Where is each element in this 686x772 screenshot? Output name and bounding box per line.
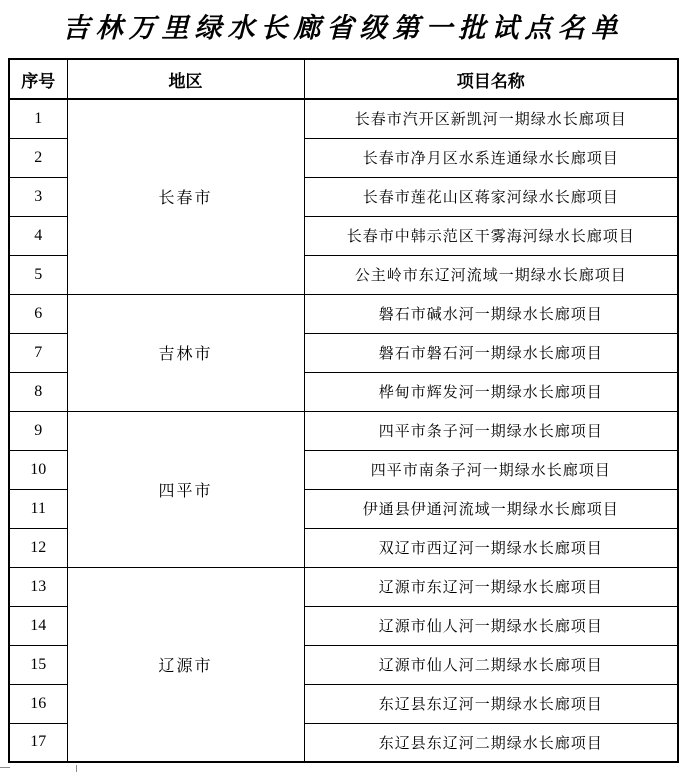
- project-name-cell: 长春市中韩示范区干雾海河绿水长廊项目: [304, 216, 678, 255]
- table-row: [9, 294, 678, 333]
- serial-number-cell: 6: [9, 294, 67, 333]
- header-serial-number: 序号: [9, 59, 67, 99]
- serial-number-cell: 1: [9, 99, 67, 138]
- table-row: [9, 567, 678, 606]
- serial-number-cell: 17: [9, 723, 67, 762]
- serial-number-cell: 8: [9, 372, 67, 411]
- project-name-cell: 辽源市东辽河一期绿水长廊项目: [304, 567, 678, 606]
- header-region: 地区: [67, 59, 304, 99]
- project-name-cell: 长春市净月区水系连通绿水长廊项目: [304, 138, 678, 177]
- project-name-cell: 辽源市仙人河一期绿水长廊项目: [304, 606, 678, 645]
- project-name-cell: 桦甸市辉发河一期绿水长廊项目: [304, 372, 678, 411]
- project-name-cell: 东辽县东辽河二期绿水长廊项目: [304, 723, 678, 762]
- table-row: [9, 411, 678, 450]
- project-name-cell: 辽源市仙人河二期绿水长廊项目: [304, 645, 678, 684]
- serial-number-cell: 15: [9, 645, 67, 684]
- cutoff-row-tick: [76, 765, 77, 772]
- serial-number-cell: 16: [9, 684, 67, 723]
- project-name-cell: 长春市莲花山区蒋家河绿水长廊项目: [304, 177, 678, 216]
- serial-number-cell: 9: [9, 411, 67, 450]
- header-row: [9, 59, 678, 99]
- pilot-list-table: [8, 58, 679, 763]
- serial-number-cell: 4: [9, 216, 67, 255]
- region-cell: 长春市: [67, 99, 304, 294]
- region-cell: 四平市: [67, 411, 304, 567]
- cutoff-row-dash: [0, 767, 10, 768]
- table-body: [9, 99, 678, 762]
- project-name-cell: 四平市条子河一期绿水长廊项目: [304, 411, 678, 450]
- page-title: 吉林万里绿水长廊省级第一批试点名单: [62, 13, 624, 43]
- header-project-name: 项目名称: [304, 59, 678, 99]
- project-name-cell: 东辽县东辽河一期绿水长廊项目: [304, 684, 678, 723]
- serial-number-cell: 3: [9, 177, 67, 216]
- project-name-cell: 磐石市碱水河一期绿水长廊项目: [304, 294, 678, 333]
- serial-number-cell: 2: [9, 138, 67, 177]
- serial-number-cell: 10: [9, 450, 67, 489]
- project-name-cell: 磐石市磐石河一期绿水长廊项目: [304, 333, 678, 372]
- serial-number-cell: 13: [9, 567, 67, 606]
- project-name-cell: 四平市南条子河一期绿水长廊项目: [304, 450, 678, 489]
- project-name-cell: 伊通县伊通河流域一期绿水长廊项目: [304, 489, 678, 528]
- serial-number-cell: 14: [9, 606, 67, 645]
- serial-number-cell: 7: [9, 333, 67, 372]
- serial-number-cell: 11: [9, 489, 67, 528]
- table-row: [9, 99, 678, 138]
- serial-number-cell: 12: [9, 528, 67, 567]
- project-name-cell: 长春市汽开区新凯河一期绿水长廊项目: [304, 99, 678, 138]
- serial-number-cell: 5: [9, 255, 67, 294]
- table-header: [9, 59, 678, 99]
- project-name-cell: 公主岭市东辽河流域一期绿水长廊项目: [304, 255, 678, 294]
- project-name-cell: 双辽市西辽河一期绿水长廊项目: [304, 528, 678, 567]
- region-cell: 辽源市: [67, 567, 304, 762]
- region-cell: 吉林市: [67, 294, 304, 411]
